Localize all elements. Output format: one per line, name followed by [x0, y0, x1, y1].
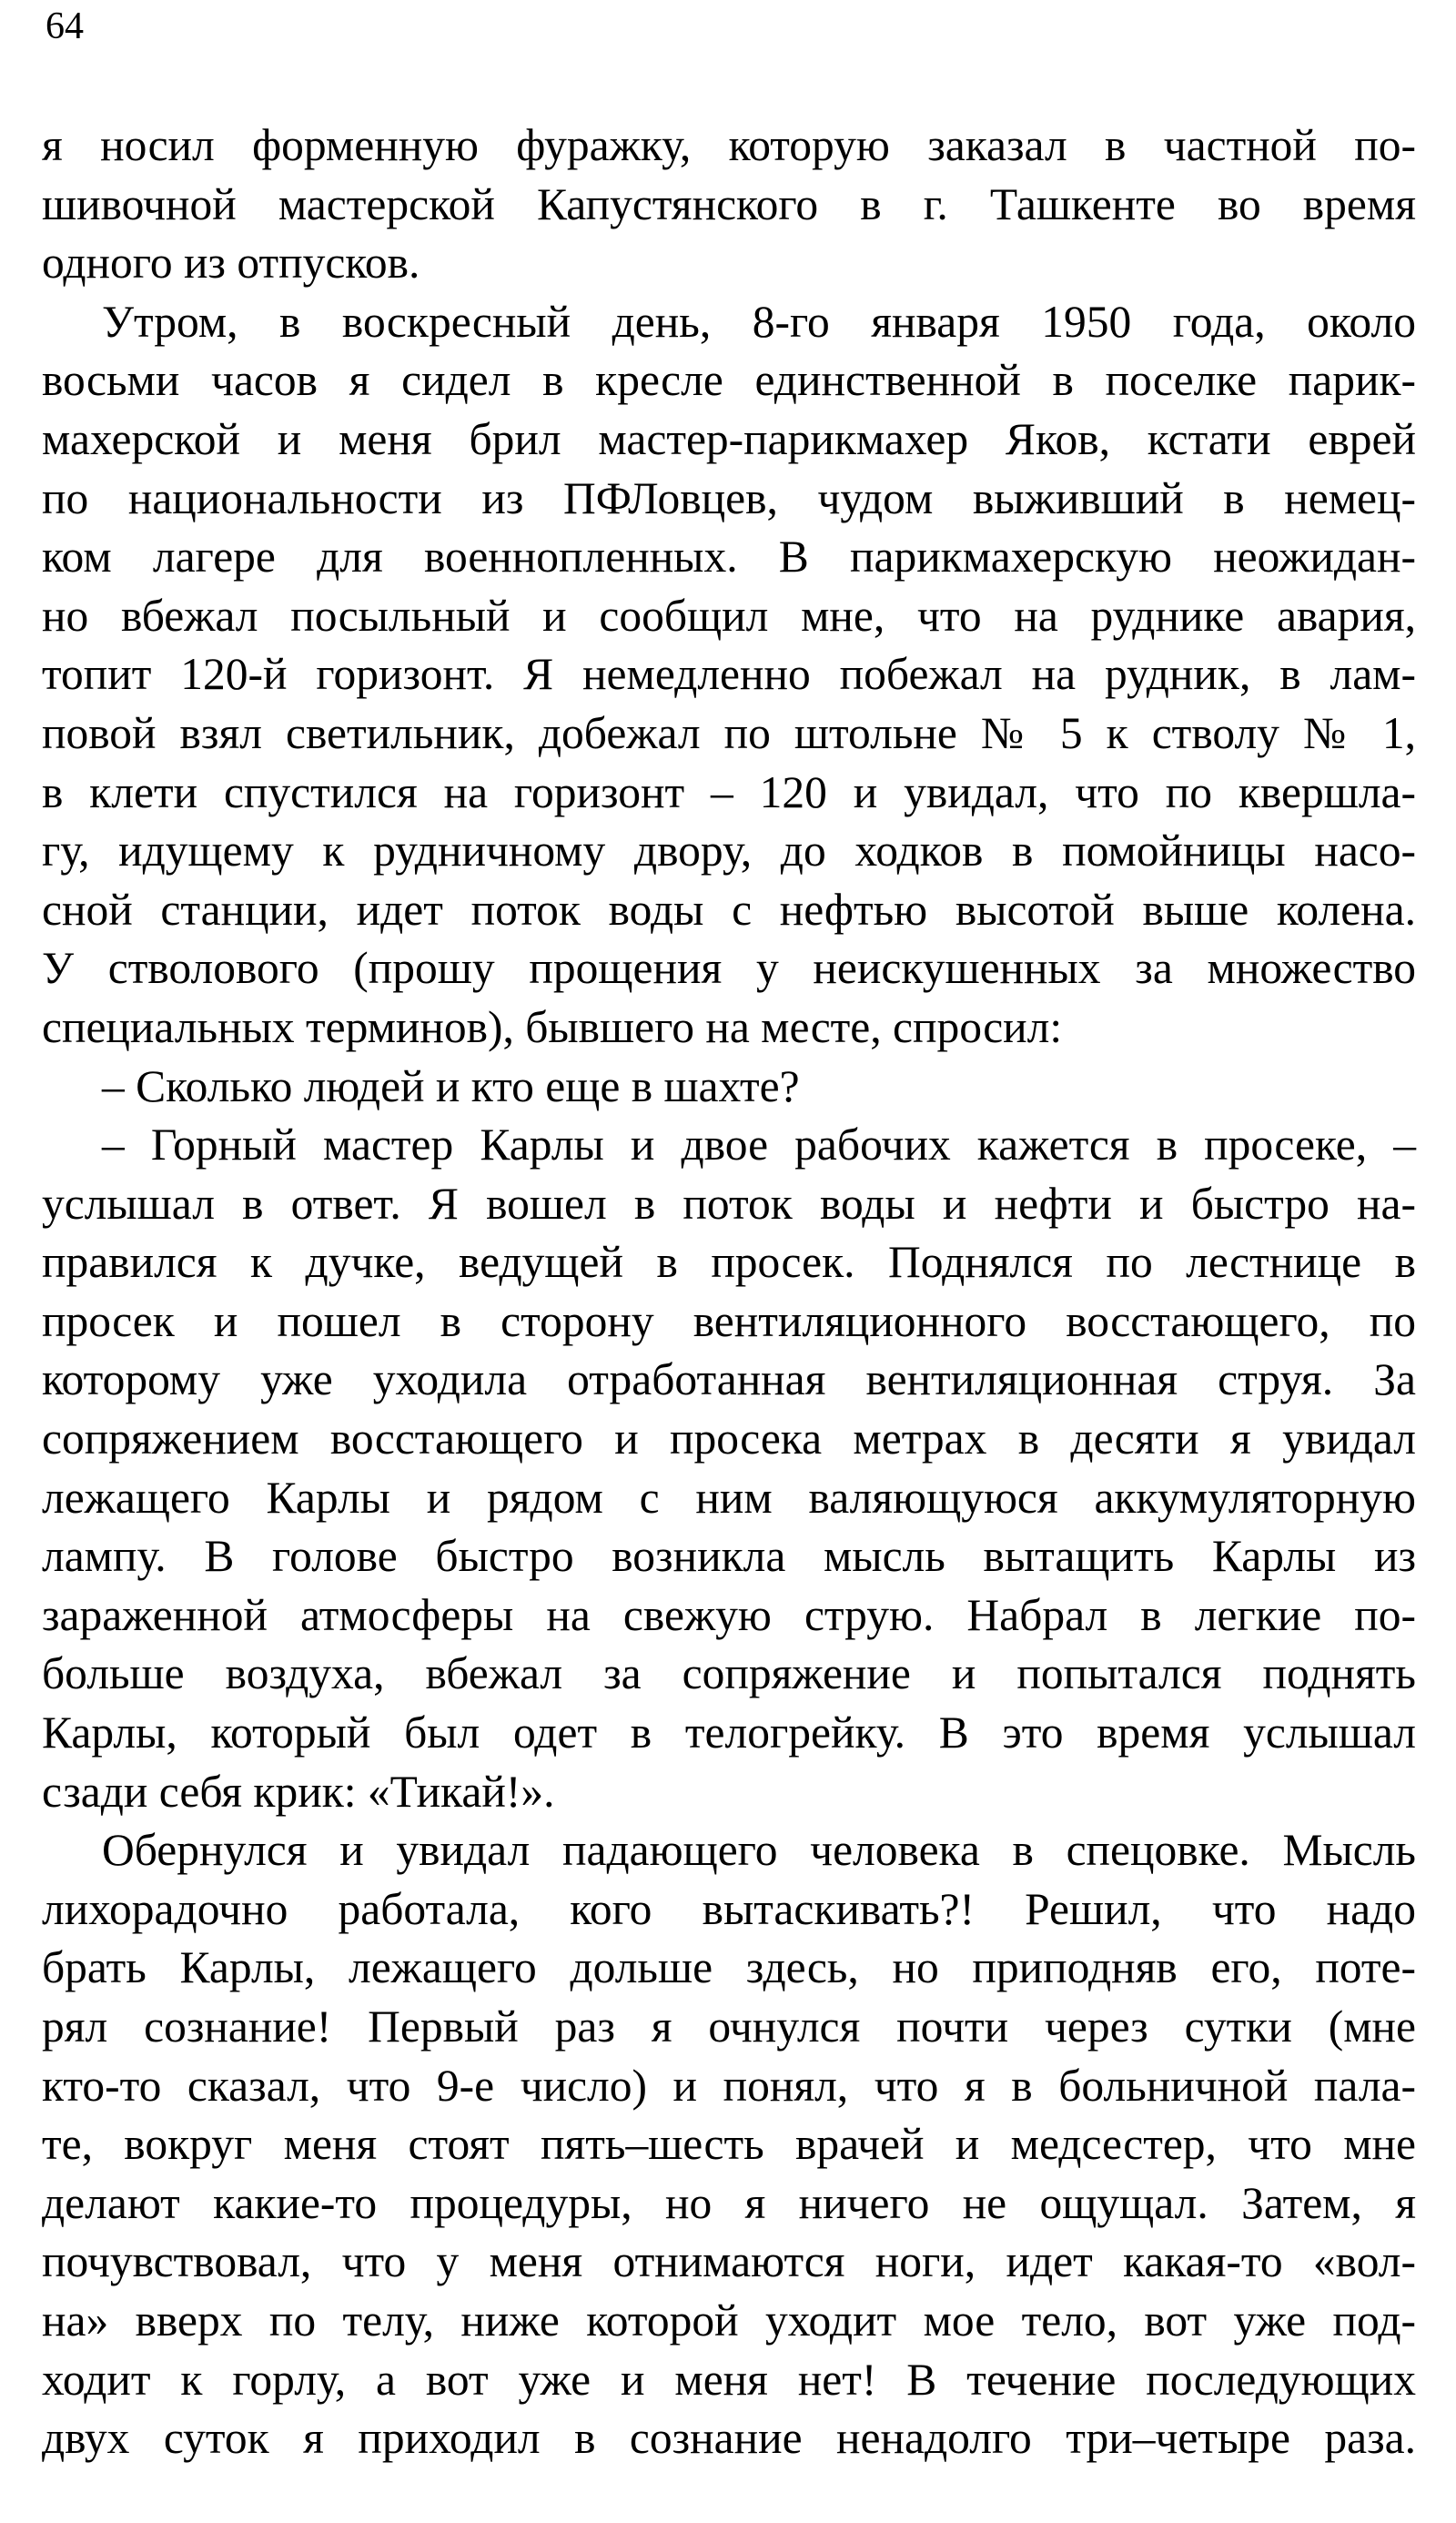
text-line: ходит к горлу, а вот уже и меня нет! В течение последующих	[42, 2354, 1416, 2405]
text-line: повой взял светильник, добежал по штольне № 5 к стволу № 1,	[42, 707, 1416, 758]
text-line: специальных терминов), бывшего на месте, спросил:	[42, 1001, 1063, 1052]
text-line: по национальности из ПФЛовцев, чудом выживший в немец-	[42, 472, 1416, 523]
text-line: Утром, в воскресный день, 8-го января 1950 года, около	[102, 296, 1416, 347]
text-line: топит 120-й горизонт. Я немедленно побежал на рудник, в лам-	[42, 649, 1416, 700]
text-line: больше воздуха, вбежал за сопряжение и попытался поднять	[42, 1648, 1416, 1699]
text-line: Обернулся и увидал падающего человека в спецовке. Мысль	[102, 1825, 1416, 1876]
text-line: лампу. В голове быстро возникла мысль вытащить Карлы из	[42, 1531, 1416, 1582]
text-line: просек и пошел в сторону вентиляционного восстающего, по	[42, 1295, 1416, 1346]
text-line: но вбежал посыльный и сообщил мне, что на руднике авария,	[42, 590, 1416, 641]
page-number: 64	[46, 5, 84, 47]
text-line: одного из отпусков.	[42, 238, 420, 289]
text-line: делают какие-то процедуры, но я ничего не ощущал. Затем, я	[42, 2177, 1416, 2228]
text-line: сзади себя крик: «Тикай!».	[42, 1766, 555, 1817]
text-line: сопряжением восстающего и просека метрах в десяти я увидал	[42, 1413, 1416, 1464]
text-line: сной станции, идет поток воды с нефтью высотой выше колена.	[42, 884, 1416, 935]
text-line: правился к дучке, ведущей в просек. Поднялся по лестнице в	[42, 1237, 1416, 1288]
text-line: которому уже уходила отработанная вентиляционная струя. За	[42, 1354, 1416, 1405]
text-line: на» вверх по телу, ниже которой уходит мое тело, вот уже под-	[42, 2295, 1416, 2346]
text-line: в клети спустился на горизонт – 120 и увидал, что по квершла-	[42, 766, 1416, 817]
text-line: зараженной атмосферы на свежую струю. Набрал в легкие по-	[42, 1589, 1416, 1640]
text-line: У стволового (прошу прощения у неискушенных за множество	[42, 943, 1416, 994]
text-line: брать Карлы, лежащего дольше здесь, но приподняв его, поте-	[42, 1942, 1416, 1993]
text-line: те, вокруг меня стоят пять–шесть врачей и медсестер, что мне	[42, 2119, 1416, 2170]
text-line: услышал в ответ. Я вошел в поток воды и нефти и быстро на-	[42, 1178, 1416, 1229]
text-line: лихорадочно работала, кого вытаскивать?! Решил, что надо	[42, 1883, 1416, 1934]
text-line: двух суток я приходил в сознание ненадолго три–четыре раза.	[42, 2413, 1416, 2464]
text-line: Карлы, который был одет в телогрейку. В это время услышал	[42, 1707, 1416, 1758]
body-text	[42, 117, 1416, 2468]
text-line: кто-то сказал, что 9-е число) и понял, что я в больничной пала-	[42, 2060, 1416, 2111]
text-line: почувствовал, что у меня отнимаются ноги, идет какая-то «вол-	[42, 2236, 1416, 2287]
text-line: шивочной мастерской Капустянского в г. Ташкенте во время	[42, 178, 1416, 229]
text-line: – Сколько людей и кто еще в шахте?	[102, 1060, 800, 1111]
text-line: я носил форменную фуражку, которую заказал в частной по-	[42, 120, 1416, 170]
text-line: ком лагере для военнопленных. В парикмахерскую неожидан-	[42, 532, 1416, 583]
text-line: махерской и меня брил мастер-парикмахер Яков, кстати еврей	[42, 413, 1416, 464]
text-line: гу, идущему к рудничному двору, до ходков в помойницы насо-	[42, 826, 1416, 876]
text-line: рял сознание! Первый раз я очнулся почти через сутки (мне	[42, 2001, 1416, 2052]
text-line: лежащего Карлы и рядом с ним валяющуюся аккумуляторную	[42, 1472, 1416, 1523]
text-line: восьми часов я сидел в кресле единственной в поселке парик-	[42, 355, 1416, 406]
text-line: – Горный мастер Карлы и двое рабочих кажется в просеке, –	[102, 1120, 1416, 1170]
